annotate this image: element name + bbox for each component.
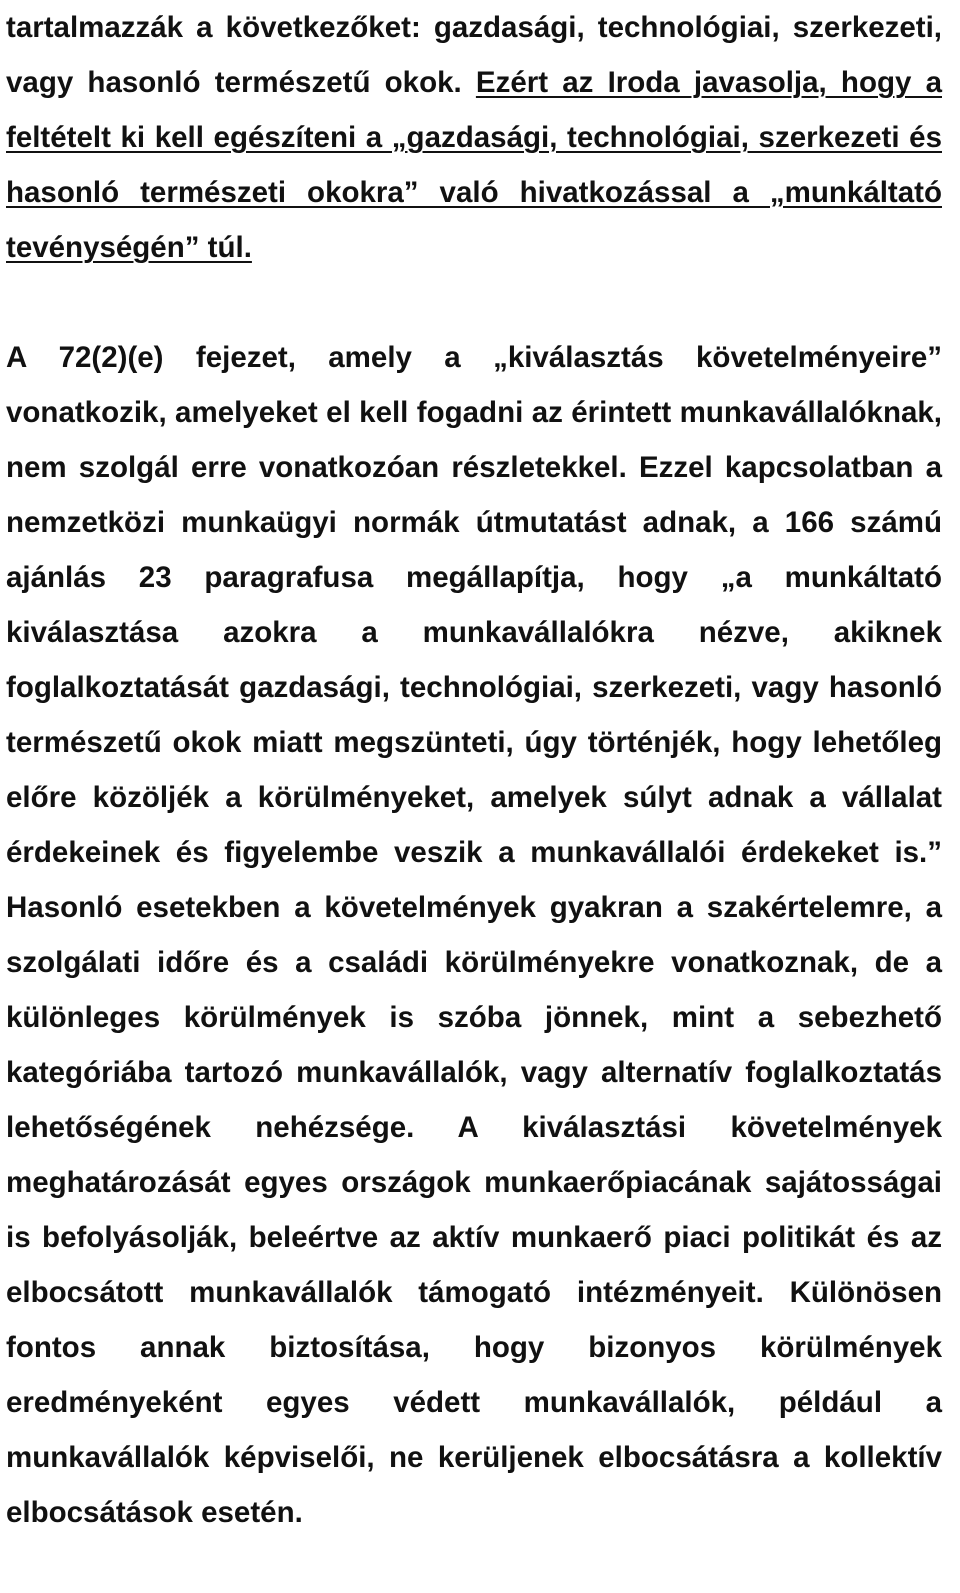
paragraph-2: A 72(2)(e) fejezet, amely a „kiválasztás követelményeire” vonatkozik, amelyeket el kell fogadni az érintett munkavállalóknak, nem szolgál erre vonatkozóan részletekkel. Ezzel kapcsolatban a nemzetközi munkaügyi normák útmutatást adnak, a 166 számú ajánlás 23 paragrafusa megállapítja, hogy „a munkáltató kiválasztása azokra a munkavállalókra nézve, akiknek foglalkoztatását gazdasági, technológiai, szerkezeti, vagy hasonló természetű okok miatt megszünteti, úgy történjék, hogy lehetőleg előre közöljék a körülményeket, amelyek súlyt adnak a vállalat érdekeinek és figyelembe veszik a munkavállalói érdekeket is.” Hasonló esetekben a követelmények gyakran a szakértelemre, a szolgálati időre és a családi körülményekre vonatkoznak, de a különleges körülmények is szóba jönnek, mint a sebezhető kategóriába tartozó munkavállalók, vagy alternatív foglalkoztatás lehetőségének nehézsége. A kiválasztási követelmények meghatározását egyes országok munkaerőpiacának sajátosságai is befolyásolják, beleértve az aktív munkaerő piaci politikát és az elbocsátott munkavállalók támogató intézményeit. Különösen fontos annak biztosítása, hogy bizonyos körülmények eredményeként egyes védett munkavállalók, például a munkavállalók képviselői, ne kerüljenek elbocsátásra a kollektív elbocsátások esetén. (6, 341, 942, 1529)
paragraph-1-text: tartalmazzák a következőket: gazdasági, technológiai, szerkezeti, vagy hasonló természetű okok. (6, 11, 942, 99)
document-page (6, 0, 942, 1540)
paragraph-1 (6, 0, 942, 275)
paragraph-1-underlined-text: Ezért az Iroda javasolja, hogy a feltételt ki kell egészíteni a „gazdasági, technológiai, szerkezeti és hasonló természeti okokra” való hivatkozással a „munkáltató tevénységén” túl. (6, 66, 942, 264)
